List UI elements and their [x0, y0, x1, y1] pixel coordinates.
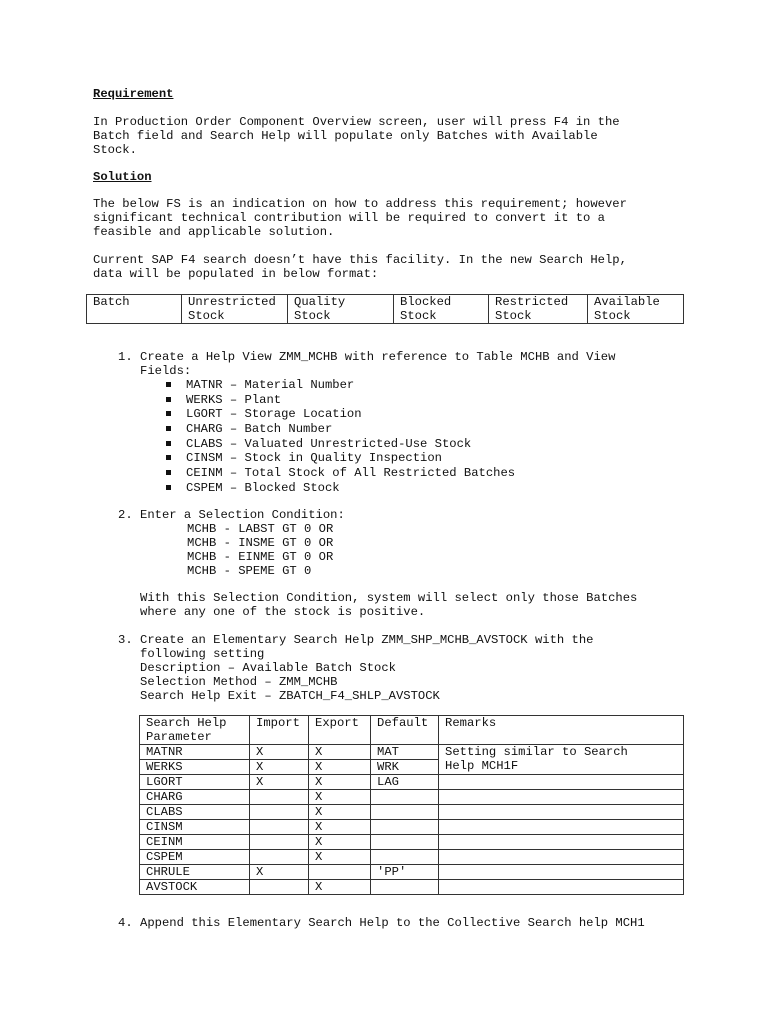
import-cell: [250, 835, 309, 850]
remarks-cell: [439, 790, 684, 805]
step3-line-2: following setting: [140, 647, 265, 661]
default-cell: [371, 880, 439, 895]
step4-text: Append this Elementary Search Help to the Collective Search help MCH1: [140, 916, 645, 930]
param-cell: CINSM: [140, 820, 250, 835]
import-cell: [250, 805, 309, 820]
export-cell: X: [309, 745, 371, 760]
step3-search-help-exit: Search Help Exit – ZBATCH_F4_SHLP_AVSTOCK: [140, 689, 440, 703]
export-cell: X: [309, 880, 371, 895]
table-row: [140, 805, 684, 820]
list-item: LGORT – Storage Location: [162, 407, 515, 422]
import-cell: [250, 850, 309, 865]
solution-para2-line-1: Current SAP F4 search doesn’t have this facility. In the new Search Help,: [93, 253, 627, 267]
requirement-heading: Requirement: [93, 87, 174, 101]
step1-line-1: Create a Help View ZMM_MCHB with reference to Table MCHB and View: [140, 350, 616, 364]
requirement-line-3: Stock.: [93, 143, 137, 157]
param-cell: CLABS: [140, 805, 250, 820]
list-item: CEINM – Total Stock of All Restricted Batches: [162, 466, 515, 481]
header-remarks: Remarks: [439, 716, 684, 745]
import-cell: [250, 880, 309, 895]
export-cell: [309, 865, 371, 880]
solution-para2-line-2: data will be populated in below format:: [93, 267, 379, 281]
requirement-line-2: Batch field and Search Help will populate only Batches with Available: [93, 129, 598, 143]
param-cell: CHARG: [140, 790, 250, 805]
step2-note-line-2: where any one of the stock is positive.: [140, 605, 426, 619]
step3-line-1: Create an Elementary Search Help ZMM_SHP_MCHB_AVSTOCK with the: [140, 633, 594, 647]
condition-line: MCHB - EINME GT 0 OR: [187, 550, 334, 564]
step2-number: 2.: [118, 508, 133, 522]
default-cell: [371, 790, 439, 805]
list-item: CSPEM – Blocked Stock: [162, 481, 515, 496]
param-cell: CHRULE: [140, 865, 250, 880]
param-header-row: [140, 716, 684, 745]
step1-number: 1.: [118, 350, 133, 364]
solution-heading: Solution: [93, 170, 152, 184]
export-cell: X: [309, 850, 371, 865]
header-search-help-parameter: Search Help Parameter: [140, 716, 250, 745]
export-cell: X: [309, 790, 371, 805]
export-cell: X: [309, 820, 371, 835]
export-cell: X: [309, 835, 371, 850]
default-cell: 'PP': [371, 865, 439, 880]
condition-line: MCHB - INSME GT 0 OR: [187, 536, 334, 550]
step3-number: 3.: [118, 633, 133, 647]
search-help-parameter-table: [139, 715, 684, 895]
bullet-icon: [166, 470, 171, 475]
batch-format-table: [86, 294, 684, 324]
step1-line-2: Fields:: [140, 364, 192, 378]
step3-selection-method: Selection Method – ZMM_MCHB: [140, 675, 338, 689]
col-blocked-stock: Blocked Stock: [394, 295, 489, 324]
remarks-cell: [439, 805, 684, 820]
param-cell: AVSTOCK: [140, 880, 250, 895]
list-item: MATNR – Material Number: [162, 378, 515, 393]
table-row: [140, 835, 684, 850]
list-item: CINSM – Stock in Quality Inspection: [162, 451, 515, 466]
import-cell: X: [250, 865, 309, 880]
bullet-icon: [166, 441, 171, 446]
import-cell: [250, 790, 309, 805]
import-cell: [250, 820, 309, 835]
table-row: [140, 850, 684, 865]
table-row: [140, 790, 684, 805]
bullet-icon: [166, 397, 171, 402]
requirement-line-1: In Production Order Component Overview screen, user will press F4 in the: [93, 115, 620, 129]
import-cell: X: [250, 760, 309, 775]
remarks-cell: [439, 880, 684, 895]
step2-title: Enter a Selection Condition:: [140, 508, 345, 522]
solution-para1-line-1: The below FS is an indication on how to address this requirement; however: [93, 197, 627, 211]
col-batch: Batch: [87, 295, 182, 324]
header-default: Default: [371, 716, 439, 745]
list-item: CLABS – Valuated Unrestricted-Use Stock: [162, 437, 515, 452]
step3-description: Description – Available Batch Stock: [140, 661, 396, 675]
param-cell: WERKS: [140, 760, 250, 775]
table-row: [140, 775, 684, 790]
bullet-icon: [166, 485, 171, 490]
param-cell: MATNR: [140, 745, 250, 760]
table-row: [140, 880, 684, 895]
list-item: WERKS – Plant: [162, 393, 515, 408]
export-cell: X: [309, 805, 371, 820]
param-cell: LGORT: [140, 775, 250, 790]
list-item: CHARG – Batch Number: [162, 422, 515, 437]
col-available-stock: Available Stock: [588, 295, 684, 324]
condition-line: MCHB - SPEME GT 0: [187, 564, 312, 578]
table-row: [140, 820, 684, 835]
col-unrestricted-stock: Unrestricted Stock: [182, 295, 288, 324]
import-cell: X: [250, 775, 309, 790]
remarks-cell: [439, 835, 684, 850]
remarks-cell: Setting similar to Search Help MCH1F: [439, 745, 684, 775]
table-row: [140, 745, 684, 760]
default-cell: [371, 835, 439, 850]
default-cell: [371, 850, 439, 865]
remarks-cell: [439, 850, 684, 865]
step2-note-line-1: With this Selection Condition, system will select only those Batches: [140, 591, 638, 605]
bullet-icon: [166, 382, 171, 387]
export-cell: X: [309, 775, 371, 790]
default-cell: MAT: [371, 745, 439, 760]
col-quality-stock: Quality Stock: [288, 295, 394, 324]
export-cell: X: [309, 760, 371, 775]
remarks-cell: [439, 820, 684, 835]
default-cell: WRK: [371, 760, 439, 775]
remarks-cell: [439, 775, 684, 790]
batch-format-header-row: [87, 295, 684, 324]
import-cell: X: [250, 745, 309, 760]
col-restricted-stock: Restricted Stock: [489, 295, 588, 324]
remarks-cell: [439, 865, 684, 880]
default-cell: LAG: [371, 775, 439, 790]
bullet-icon: [166, 411, 171, 416]
solution-para1-line-3: feasible and applicable solution.: [93, 225, 335, 239]
bullet-icon: [166, 455, 171, 460]
default-cell: [371, 805, 439, 820]
solution-para1-line-2: significant technical contribution will be required to convert it to a: [93, 211, 605, 225]
header-import: Import: [250, 716, 309, 745]
view-fields-list: [162, 378, 515, 496]
param-cell: CEINM: [140, 835, 250, 850]
condition-line: MCHB - LABST GT 0 OR: [187, 522, 334, 536]
default-cell: [371, 820, 439, 835]
bullet-icon: [166, 426, 171, 431]
step4-number: 4.: [118, 916, 133, 930]
param-cell: CSPEM: [140, 850, 250, 865]
header-export: Export: [309, 716, 371, 745]
table-row: [140, 865, 684, 880]
